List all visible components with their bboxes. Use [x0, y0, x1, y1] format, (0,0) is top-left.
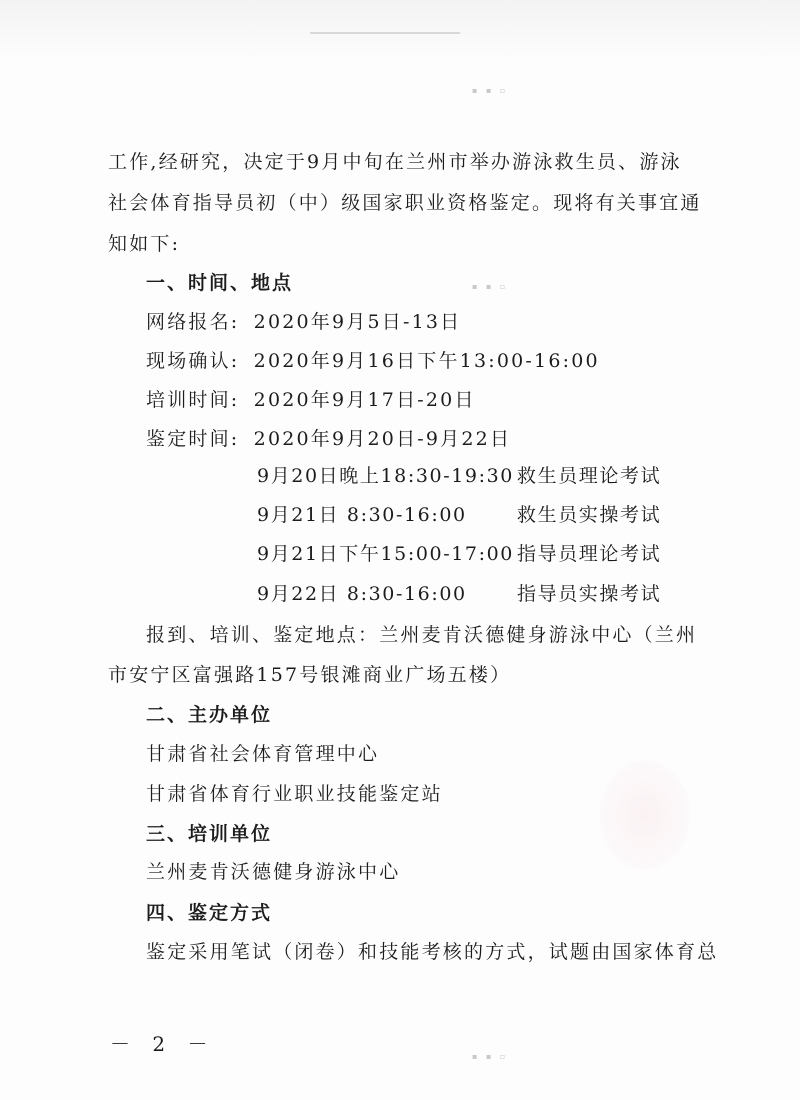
- info-row-confirmation: [146, 349, 600, 373]
- schedule-time: 9月22日 8:30-16:00: [257, 583, 467, 605]
- schedule-exam: 救生员实操考试: [517, 504, 662, 526]
- info-row-assessment-time: [146, 427, 511, 451]
- intro-line: 社会体育指导员初（中）级国家职业资格鉴定。现将有关事宜通: [108, 192, 702, 214]
- schedule-time: 9月21日 8:30-16:00: [257, 504, 467, 526]
- info-value: 2020年9月20日-9月22日: [253, 428, 512, 450]
- info-value: 2020年9月16日下午13:00-16:00: [253, 350, 600, 372]
- schedule-time: 9月21日下午15:00-17:00: [257, 543, 514, 565]
- info-label: 网络报名:: [146, 311, 240, 333]
- info-label: 培训时间:: [146, 389, 240, 411]
- location-line: 市安宁区富强路157号银滩商业广场五楼）: [108, 664, 512, 686]
- page-number: － 2 －: [110, 1032, 216, 1056]
- intro-line: 知如下:: [108, 233, 181, 255]
- scan-dots: ▪ ▪ ▫: [472, 282, 509, 291]
- scan-shadow: [0, 0, 800, 60]
- info-label: 鉴定时间:: [146, 428, 240, 450]
- location-line: 报到、培训、鉴定地点：兰州麦肯沃德健身游泳中心（兰州: [146, 624, 698, 646]
- training-unit-item: 兰州麦肯沃德健身游泳中心: [146, 861, 401, 883]
- organizer-item: 甘肃省体育行业职业技能鉴定站: [146, 783, 443, 805]
- info-value: 2020年9月5日-13日: [253, 311, 462, 333]
- organizer-item: 甘肃省社会体育管理中心: [146, 743, 380, 765]
- info-label: 现场确认:: [146, 350, 240, 372]
- section-heading-assessment-method: 四、鉴定方式: [146, 902, 273, 924]
- intro-line: 工作,经研究，决定于9月中旬在兰州市举办游泳救生员、游泳: [108, 151, 682, 173]
- section-heading-training-unit: 三、培训单位: [146, 823, 273, 845]
- assessment-method-text: 鉴定采用笔试（闭卷）和技能考核的方式，试题由国家体育总: [146, 941, 719, 963]
- section-heading-time-location: 一、时间、地点: [146, 272, 294, 294]
- info-row-registration: [146, 310, 461, 334]
- schedule-exam: 救生员理论考试: [517, 465, 662, 487]
- schedule-exam: 指导员理论考试: [517, 543, 662, 565]
- info-value: 2020年9月17日-20日: [253, 389, 476, 411]
- section-heading-organizer: 二、主办单位: [146, 704, 273, 726]
- info-row-training-time: [146, 388, 476, 412]
- scan-dots: ▪ ▪ ▫: [472, 1052, 509, 1061]
- schedule-time: 9月20日晚上18:30-19:30: [257, 465, 514, 487]
- schedule-exam: 指导员实操考试: [517, 583, 662, 605]
- stamp-trace: [600, 760, 690, 870]
- scan-artifact-line: [310, 32, 460, 34]
- scan-dots: ▪ ▪ ▫: [472, 86, 509, 95]
